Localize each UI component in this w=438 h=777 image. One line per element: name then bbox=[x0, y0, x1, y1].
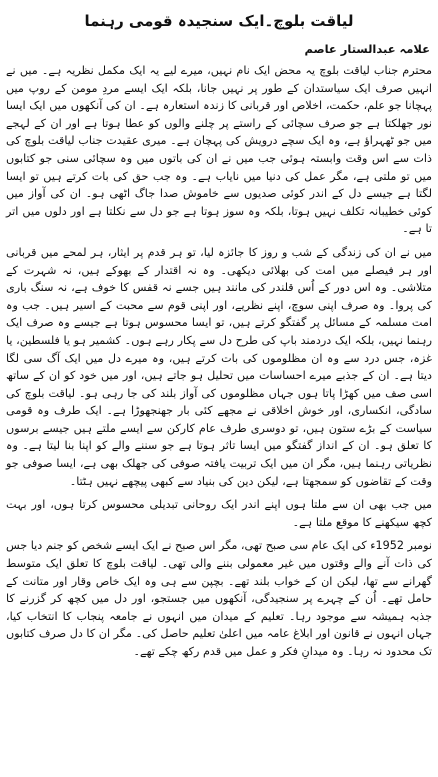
paragraph: میں جب بھی ان سے ملتا ہوں اپنے اندر ایک روحانی تبدیلی محسوس کرتا ہوں، اور بہت کچھ سیکھنے کا موقع ملتا ہے۔ bbox=[6, 498, 432, 529]
article-body bbox=[6, 62, 432, 661]
paragraph: نومبر 1952ء کی ایک عام سی صبح تھی، مگر اس صبح نے ایک ایسے شخص کو جنم دیا جس کی ذات آنے والے وقتوں میں غیر معمولی بننے والی تھی۔ لیاقت بلوچ کا تعلق ایک متوسط گھرانے سے تھا، لیکن ان کے خواب بلند تھے۔ بچپن سے ہی وہ ایک خاص وقار اور متانت کے حامل تھے۔ اُن کے چہرے پر سنجیدگی، آنکھوں میں جستجو، اور دل میں کچھ کر گزرنے کا جذبہ ہمیشہ سے موجود رہا۔ تعلیم کے میدان میں انہوں نے جامعہ پنجاب کا انتخاب کیا، جہاں انہوں نے قانون اور ابلاغ عامہ میں اعلیٰ تعلیم حاصل کی۔ مگر ان کا دل صرف کتابوں تک محدود نہ رہا۔ وہ میدانِ فکر و عمل میں قدم رکھ چکے تھے۔ bbox=[6, 539, 432, 658]
article-author: علامہ عبدالستار عاصم bbox=[304, 42, 430, 56]
paragraph: محترم جناب لیاقت بلوچ یہ محض ایک نام نہیں، میرے لیے یہ ایک مکمل نظریہ ہے۔ میں نے انہیں صرف ایک سیاستدان کے طور پر نہیں جانا، بلکہ ایک ایسے مردِ مومن کے روپ میں پہچانا جو علم، حکمت، اخلاص اور قربانی کا زندہ استعارہ ہے۔ ان کی آنکھوں میں ایک ایسا نور جھلکتا ہے جو صرف سچائی کے راستے پر چلنے والوں کو عطا ہوتا ہے اور ان کے لہجے میں جو ٹھہراؤ ہے، وہ ایک سچے درویش کی پہچان ہے۔ میری عقیدت جناب لیاقت بلوچ کی ذات سے اس وقت وابستہ ہوئی جب میں نے ان کی باتوں میں وہ سچائی سنی جو کتابوں میں تو ملتی ہے، مگر عمل کی دنیا میں نایاب ہے۔ وہ جب حق کی بات کرتے ہیں تو ایسا لگتا ہے جیسے دل کے اندر کوئی صدیوں سے خاموش صدا جاگ اٹھی ہو۔ ان کی آواز میں کوئی خطیبانہ تکلف نہیں ہوتا، بلکہ وہ سوز ہوتا ہے جو دل سے نکلتا ہے اور دلوں میں اتر تا ہے۔ bbox=[6, 64, 432, 236]
article-title: لیاقت بلوچ۔ایک سنجیدہ قومی رہنما bbox=[84, 12, 354, 30]
paragraph: میں نے ان کی زندگی کے شب و روز کا جائزہ لیا، تو ہر قدم پر ایثار، ہر لمحے میں قربانی اور ہر فیصلے میں امت کی بھلائی دیکھی۔ وہ نہ اقتدار کے بھوکے ہیں، نہ شہرت کے متلاشی۔ وہ اس دور کے اُس قلندر کی مانند ہیں جسے نہ قفس کا خوف ہے، نہ سنگ باری کی پروا۔ وہ صرف اپنی سوچ، اپنے نظریے، اور اپنی قوم سے محبت کے اسیر ہیں۔ جب وہ امت مسلمہ کے مسائل پر گفتگو کرتے ہیں، تو ایسا محسوس ہوتا ہے جیسے وہ صرف ایک رہنما نہیں، بلکہ ایک دردمند باپ کی طرح دل سے پکار رہے ہوں۔ کشمیر ہو یا فلسطین، یا غزہ، جس درد سے وہ ان مظلوموں کی بات کرتے ہیں، وہ میرے دل میں ایک آگ سی لگا دیتا ہے۔ ان کے جذبے میرے احساسات میں تحلیل ہو جاتے ہیں، اور میں خود کو ان کے ساتھ اسی صف میں کھڑا پاتا ہوں جہاں مظلوموں کی آواز بلند کی جا رہی ہو۔ لیاقت بلوچ کی سادگی، انکساری، اور خوش اخلاقی نے مجھے کئی بار جھنجھوڑا ہے۔ ایک طرف وہ قومی سیاست کے بڑے ستون ہیں، تو دوسری طرف عام کارکن سے ایسے ملتے ہیں جیسے برسوں کا تعلق ہو۔ ان کے انداز گفتگو میں ایسا تاثر ہوتا ہے جو سننے والے کو اپنا بنا لیتا ہے۔ وہ نظریاتی رہنما ہیں، مگر ان میں ایک تربیت یافتہ صوفی کی جھلک بھی ہے، ایسا صوفی جو وقت کے تقاضوں کو سمجھتا ہے، لیکن دین کی بنیاد سے کبھی پیچھے نہیں ہٹتا۔ bbox=[6, 245, 432, 488]
